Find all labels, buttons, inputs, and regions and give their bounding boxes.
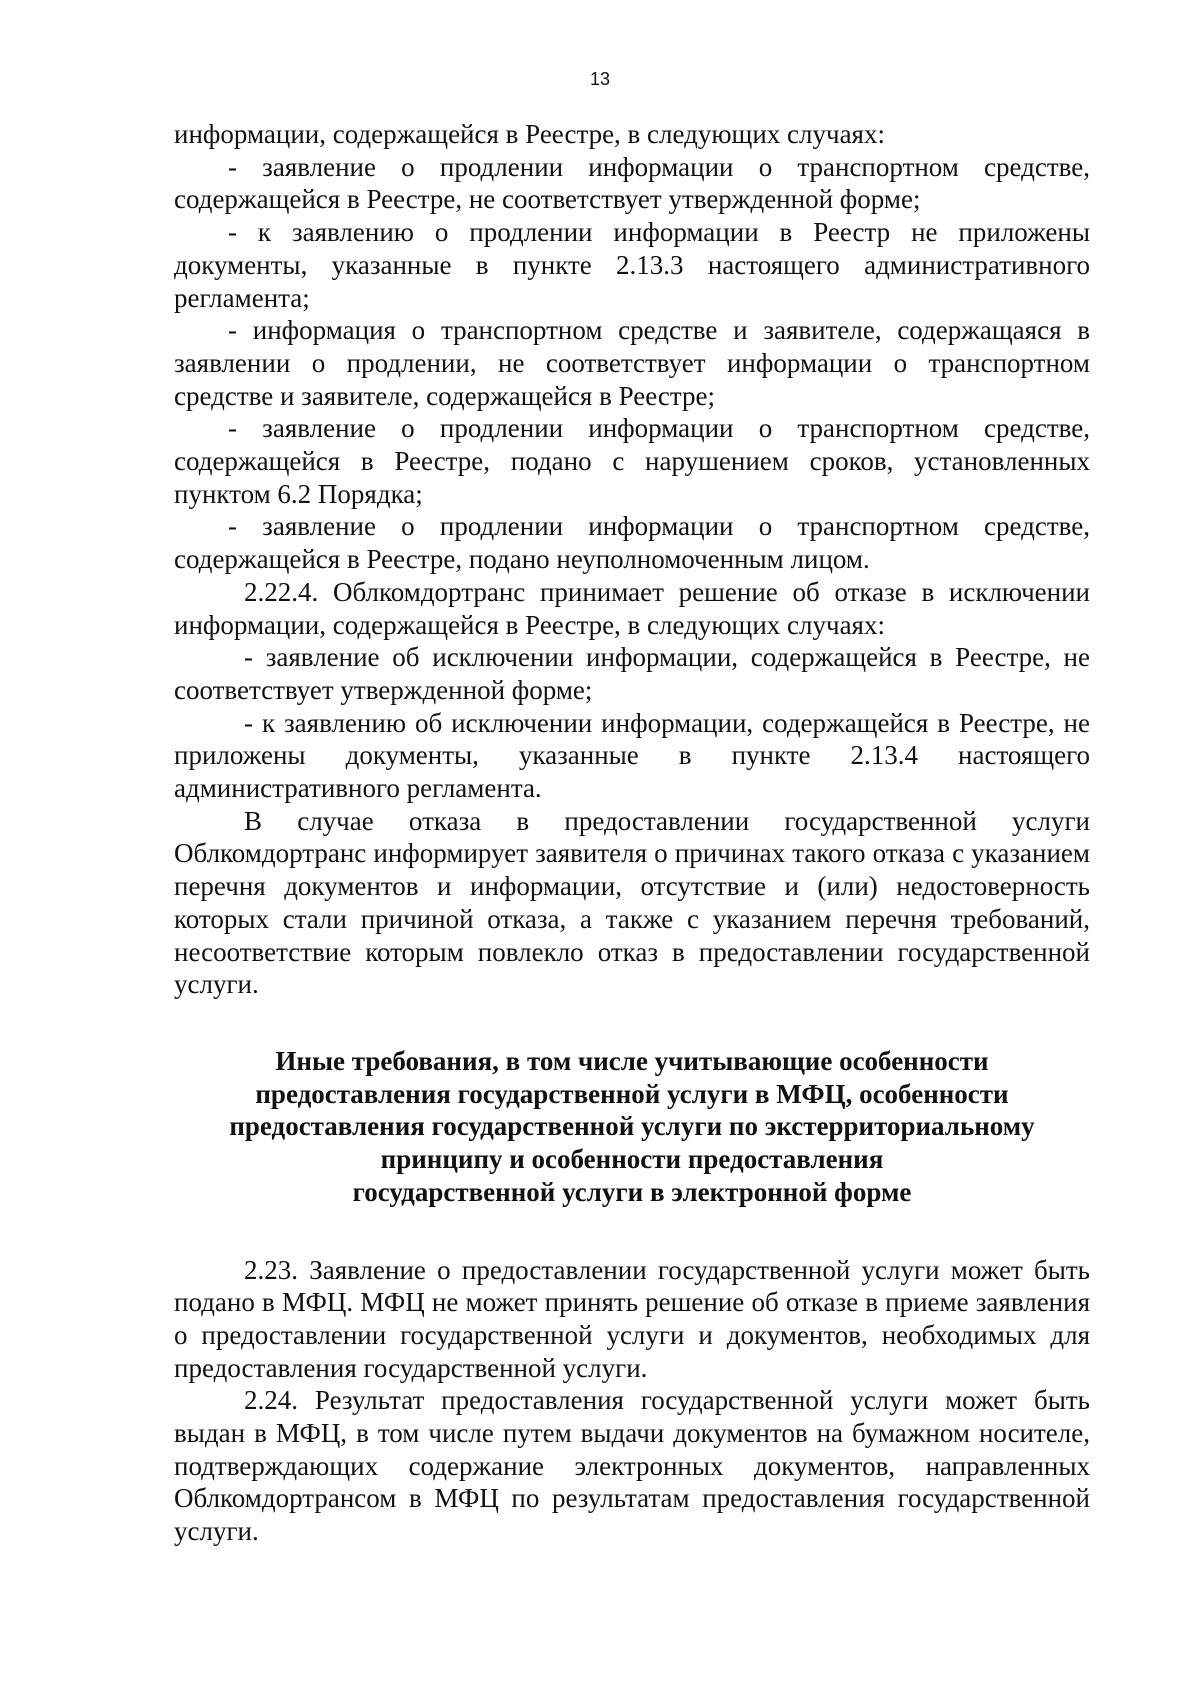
section-heading — [174, 1045, 1090, 1209]
heading-line: принципу и особенности предоставления — [380, 1144, 884, 1175]
list-item: - заявление об исключении информации, содержащейся в Реестре, не соответствует утвержденной форме; — [174, 642, 1090, 705]
document-body — [174, 118, 1090, 1548]
heading-line: государственной услуги в электронной форме — [352, 1176, 912, 1207]
heading-line: предоставления государственной услуги в МФЦ, особенности — [255, 1078, 1009, 1109]
list-item: - к заявлению о продлении информации в Реестр не приложены документы, указанные в пункте 2.13.3 настоящего административного регламента; — [174, 217, 1090, 313]
paragraph-refusal-info: В случае отказа в предоставлении государственной услуги Облкомдортранс информирует заявителя о причинах такого отказа с указанием перечня документов и информации, отсутствие и (или) недостоверность которых стали причиной отказа, а также с указанием перечня требований, несоответствие которым повлекло отказ в предоставлении государственной услуги. — [174, 805, 1090, 1000]
page-number: 13 — [589, 69, 611, 89]
paragraph-2-24: 2.24. Результат предоставления государственной услуги может быть выдан в МФЦ, в том числе путем выдачи документов на бумажном носителе, подтверждающих содержание электронных документов, направленных Облкомдортрансом в МФЦ по результатам предоставления государственной услуги. — [174, 1385, 1090, 1547]
list-item: - информация о транспортном средстве и заявителе, содержащаяся в заявлении о продлении, не соответствует информации о транспортном средстве и заявителе, содержащейся в Реестре; — [174, 315, 1090, 411]
heading-line: предоставления государственной услуги по экстерриториальному — [229, 1111, 1035, 1142]
list-item: - заявление о продлении информации о транспортном средстве, содержащейся в Реестре, подано с нарушением сроков, установленных пунктом 6.2 Порядка; — [174, 413, 1090, 509]
list-item: - к заявлению об исключении информации, содержащейся в Реестре, не приложены документы, указанные в пункте 2.13.4 настоящего административного регламента. — [174, 707, 1090, 804]
paragraph: информации, содержащейся в Реестре, в следующих случаях: — [174, 119, 885, 149]
list-item: - заявление о продлении информации о транспортном средстве, содержащейся в Реестре, подано неуполномоченным лицом. — [174, 511, 1090, 575]
paragraph-2-22-4: 2.22.4. Облкомдортранс принимает решение об отказе в исключении информации, содержащейся в Реестре, в следующих случаях: — [174, 576, 1090, 640]
paragraph-2-23: 2.23. Заявление о предоставлении государственной услуги может быть подано в МФЦ. МФЦ не может принять решение об отказе в приеме заявления о предоставлении государственной услуги и документов, необходимых для предоставления государственной услуги. — [174, 1254, 1090, 1383]
list-item: - заявление о продлении информации о транспортном средстве, содержащейся в Реестре, не соответствует утвержденной форме; — [174, 151, 1090, 215]
heading-line: Иные требования, в том числе учитывающие особенности — [275, 1045, 989, 1076]
